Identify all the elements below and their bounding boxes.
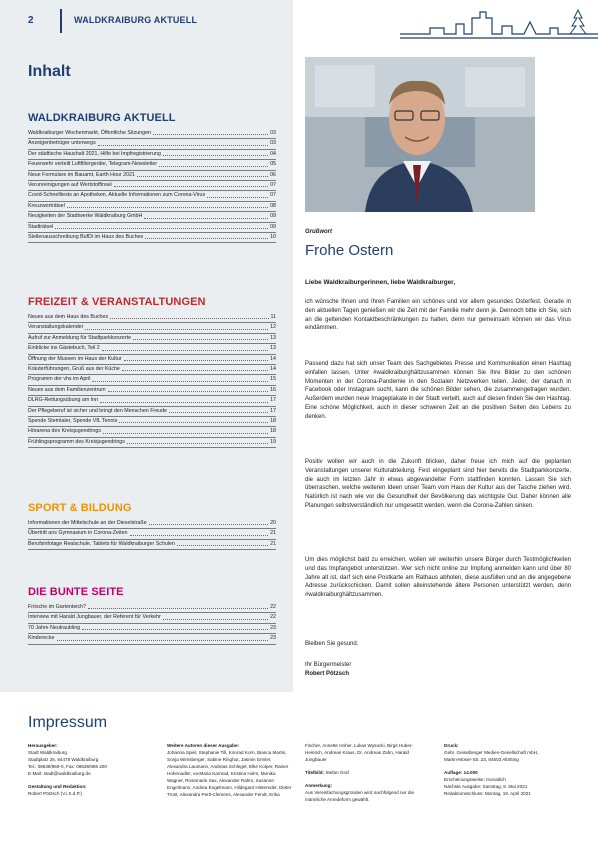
toc-divider <box>28 354 276 355</box>
toc-entry[interactable] <box>28 355 276 363</box>
toc-entry[interactable] <box>28 334 276 342</box>
impressum-authors <box>167 742 292 798</box>
toc-entry-label: Einblicke ins Gästebuch, Teil 2 <box>28 345 100 352</box>
toc-entry-label: Anzeigenbetrüger unterwegs <box>28 140 96 147</box>
toc-entry-page: 11 <box>270 314 276 320</box>
toc-divider <box>28 539 276 540</box>
toc-dot-leader <box>108 386 268 392</box>
toc-divider <box>28 364 276 365</box>
toc-entry-label: Informationen der Mittelschule an der Dieselstraße <box>28 520 147 526</box>
article-kicker: Grußwort <box>305 229 332 235</box>
toc-entry[interactable] <box>28 613 276 621</box>
toc-dot-leader <box>98 139 268 145</box>
toc-entry[interactable] <box>28 202 276 210</box>
impressum-label: Auflage: 14.000 <box>444 770 478 775</box>
toc-dot-leader <box>137 171 268 177</box>
article-paragraph: Positiv wollen wir auch in die Zukunft blicken, daher freue ich mich auf die geplanten Veranstaltungen unserer Kulturabteilung. Fest eingeplant sind hier bereits die Stadtparkkonzerte, die auch im letzten Jahr in etwas abgewandelter Form stattfinden konnten. Lassen Sie sich überraschen, welche weiteren Ideen unser Team vom Haus der Kultur aus der Tasche ziehen wird. Natürlich ist nach wie vor die Gesundheit der Bevölkerung das wichtigste Gut. Daher können alle Planungen selbstverständlich nur umgesetzt werden, wenn die Corona-Zahlen sinken. <box>305 459 571 509</box>
toc-section-heading: FREIZEIT & VERANSTALTUNGEN <box>28 296 206 308</box>
toc-entry-page: 19 <box>270 438 276 445</box>
impressum-label: Herausgeber: <box>28 743 58 748</box>
toc-entry-page: 08 <box>270 202 276 209</box>
impressum-text: Fischer, Annette Hoher, Lukas Wysocki, Birgit Huber-Heinrich, Andreas Kraus, Dr. Andreas Zahn, Harald Jungbauer <box>305 743 413 762</box>
toc-entry-page: 03 <box>270 140 276 147</box>
toc-entry-page: 22 <box>270 604 276 610</box>
toc-dot-leader <box>119 417 268 423</box>
toc-dot-leader <box>100 396 268 402</box>
toc-entry-label: Neue Formulare im Bauamt, Earth Hour 2021 <box>28 171 135 178</box>
header-divider <box>60 9 62 33</box>
toc-entry-label: Frühlingsprogramm des Kreisjugendrings <box>28 438 125 445</box>
toc-entry-page: 13 <box>270 345 276 352</box>
portrait-image <box>305 57 535 212</box>
toc-dot-leader <box>88 603 268 609</box>
toc-entry-label: Interview mit Harald Jungbauer, der Referent für Verkehr <box>28 614 161 621</box>
toc-divider <box>28 395 276 396</box>
toc-section-heading: WALDKRAIBURG AKTUELL <box>28 112 176 124</box>
impressum-credits <box>305 742 430 803</box>
toc-entry[interactable] <box>28 139 276 147</box>
toc-entry[interactable] <box>28 160 276 168</box>
toc-divider <box>28 232 276 233</box>
toc-dot-leader <box>124 355 269 361</box>
toc-entry-label: Aufruf zur Anmeldung für Stadtparkkonzerte <box>28 334 132 341</box>
signature-role: Ihr Bürgermeister <box>305 662 352 668</box>
toc-entry-page: 15 <box>270 376 276 383</box>
toc-divider <box>28 222 276 223</box>
impressum-text: Johanna Spiel, Stephanie Till, Konrad Korn, Bianca Martin, Sonja Wimsberger, Sabine Ringhut, Jasmin Ermler, Alexandra Laumann, Andreas Schlegel, Elke Kolper, Rainer Hohenadler, va-Maria Kamrad, Kristina Holm, Monika Wagner, Rosemarie Sax, Alexander Rahm, Susanne Engelmann, Andrea Engelmann, Hildegard Hintereder, Dieter Trost, Alexandra Pertl-Clemens, Alexander Fendt, Erika <box>167 750 292 797</box>
impressum-line: E-Mail: stadt@waldkraiburg.de <box>28 771 91 776</box>
toc-dot-leader <box>92 375 268 381</box>
toc-divider <box>28 149 276 150</box>
toc-title: Inhalt <box>28 63 71 80</box>
toc-divider <box>28 644 276 645</box>
impressum-title: Impressum <box>28 714 108 731</box>
toc-entry-page: 21 <box>270 540 276 547</box>
toc-entry[interactable] <box>28 181 276 189</box>
toc-dot-leader <box>177 540 268 546</box>
toc-entry-label: Der städtische Haushalt 2021, Hilfe bei Impfregistrierung <box>28 150 161 157</box>
toc-dot-leader <box>163 613 268 619</box>
toc-entry-page: 18 <box>270 418 276 425</box>
toc-dot-leader <box>163 150 268 156</box>
toc-entry-label: Kräuterführungen, Gruß aus der Küche <box>28 366 120 373</box>
toc-divider <box>28 406 276 407</box>
toc-section <box>28 586 276 645</box>
toc-dot-leader <box>110 313 268 319</box>
toc-entry-label: 70 Jahre Neutraubling <box>28 624 81 631</box>
toc-entry-page: 20 <box>270 520 276 526</box>
toc-entry-label: Der Pflegeberuf ist sicher und bringt den Menschen Freude <box>28 407 167 414</box>
page-header <box>0 0 598 42</box>
toc-dot-leader <box>145 233 268 239</box>
toc-dot-leader <box>130 529 269 535</box>
toc-entry[interactable] <box>28 624 276 632</box>
signature-name: Robert Pötzsch <box>305 671 350 677</box>
toc-entry-label: Verunreinigungen auf Wertstoffinsel <box>28 182 112 189</box>
toc-entry-label: Feuerwehr verteilt Luftfiltergeräte, Telegram-Newsletter <box>28 161 158 168</box>
toc-entry-page: 04 <box>270 150 276 157</box>
toc-entry[interactable] <box>28 427 276 435</box>
toc-entry-page: 18 <box>270 428 276 435</box>
toc-entry[interactable] <box>28 540 276 548</box>
toc-section <box>28 112 276 243</box>
toc-entry-label: Neues aus dem Familienzentrum <box>28 386 106 393</box>
impressum-publisher <box>28 742 153 797</box>
toc-dot-leader <box>82 624 268 630</box>
toc-entry[interactable] <box>28 603 276 611</box>
toc-entry[interactable] <box>28 407 276 415</box>
impressum-line: Martin-Moser-Str. 23, 84503 Altötting <box>444 757 519 762</box>
toc-entry-label: Neues aus dem Haus des Buches <box>28 314 109 320</box>
toc-section-heading: DIE BUNTE SEITE <box>28 586 124 598</box>
toc-divider <box>28 437 276 438</box>
toc-entry[interactable] <box>28 129 276 137</box>
toc-divider <box>28 333 276 334</box>
toc-entry[interactable] <box>28 365 276 373</box>
toc-dot-leader <box>103 427 268 433</box>
toc-entry[interactable] <box>28 386 276 394</box>
toc-entry-label: Frösche im Gartenteich? <box>28 604 86 610</box>
impressum-line: Stadt Waldkraiburg <box>28 750 67 755</box>
toc-entry[interactable] <box>28 191 276 199</box>
impressum-line: Nächste Ausgabe: Samstag, 8. Mai 2021 <box>444 784 528 789</box>
toc-entry[interactable] <box>28 212 276 220</box>
toc-dot-leader <box>149 519 268 525</box>
toc-entry[interactable] <box>28 438 276 446</box>
city-skyline-icon <box>400 4 598 44</box>
toc-dot-leader <box>159 160 268 166</box>
toc-entry-page: 07 <box>270 192 276 199</box>
article-paragraph: ich wünsche Ihnen und Ihren Familien ein schönes und vor allem gesundes Osterfest. Gerade in den aktuellen Tagen genießen wir die Zeit mit der Familie mehr denn je. Dennoch bitte ich Sie, sich an die geltenden Kontaktbeschränkungen zu halten, denn nur gemeinsam können wir das Virus eindämmen. <box>305 299 571 332</box>
toc-entry-page: 12 <box>270 324 276 331</box>
toc-divider <box>28 201 276 202</box>
article-closing: Bleiben Sie gesund. <box>305 641 359 647</box>
toc-divider <box>28 416 276 417</box>
article-headline: Frohe Ostern <box>305 242 394 259</box>
toc-divider <box>28 211 276 212</box>
toc-entry-page: 22 <box>270 614 276 621</box>
toc-entry-label: Veranstaltungskalender <box>28 324 84 331</box>
impressum-line: Erscheinungsweise: monatlich <box>444 777 506 782</box>
toc-entry-label: Spende Stemtaler, Spende VfL Tennis <box>28 418 118 425</box>
impressum-label: Titelbild: <box>305 770 325 775</box>
toc-entry-page: 13 <box>270 334 276 341</box>
toc-entry-page: 14 <box>270 366 276 373</box>
toc-entry-label: Programm der vhs im April <box>28 376 91 383</box>
toc-entry[interactable] <box>28 529 276 537</box>
toc-entry[interactable] <box>28 323 276 331</box>
toc-entry-page: 21 <box>270 530 276 537</box>
toc-divider <box>28 138 276 139</box>
article-paragraph: Um dies möglichst bald zu erreichen, wollen wir weiterhin unsere Bürger durch Testmöglichkeiten und das Impfangebot unterstützen. Wer sich nicht online zur Impfung anmelden kann und über 80 Jahre alt ist, darf sich eine Postkarte am Rathaus abholen, diese ausfüllen und an die angegebene Adresse zurückschicken. Damit sollen alleinstehende ältere Personen unterstützt werden, denn #waldkraiburghältzusammen. <box>305 557 571 599</box>
toc-entry[interactable] <box>28 150 276 158</box>
toc-dot-leader <box>114 181 268 187</box>
toc-divider <box>28 623 276 624</box>
toc-dot-leader <box>55 223 268 229</box>
toc-dot-leader <box>102 344 268 350</box>
toc-entry-label: Hörarena des Kreisjugendrings <box>28 428 102 435</box>
toc-divider <box>28 612 276 613</box>
toc-entry-label: DLRG-Rettungsübung am Inn <box>28 397 99 404</box>
toc-divider <box>28 180 276 181</box>
toc-divider <box>28 159 276 160</box>
toc-entry[interactable] <box>28 223 276 231</box>
toc-entry-label: Kreuzworträtsel <box>28 202 65 209</box>
impressum-label: Weitere Autoren dieser Ausgabe: <box>167 743 240 748</box>
toc-dot-leader <box>207 191 268 197</box>
toc-entry-page: 16 <box>270 386 276 393</box>
toc-section-heading: SPORT & BILDUNG <box>28 502 132 514</box>
impressum-line: Stefan Graf <box>325 770 349 775</box>
toc-entry-page: 05 <box>270 161 276 168</box>
toc-entry[interactable] <box>28 171 276 179</box>
toc-divider <box>28 447 276 448</box>
toc-entry-page: 17 <box>270 407 276 414</box>
article-paragraph: Passend dazu hat sich unser Team des Sachgebietes Presse und Kommunikation einen Hashtag einfallen lassen. Unter #waldkraiburghältzusammen können Sie Ihre Bilder zu den schönen Momenten in der Corona-Pandemie in den Sozialen Netzwerken teilen. Jeder, der danach in Facebook oder Instagram sucht, kann die schönen Bilder sehen, die zusammengetragen wurden. Außerdem wurden neue Imageplakate in der Stadt verteilt, auch auf diesen finden Sie den Hashtag. Eine schöne Möglichkeit, auch in dieser schweren Zeit an die positiven Seiten des Lebens zu denken. <box>305 361 571 420</box>
toc-divider <box>28 426 276 427</box>
toc-divider <box>28 322 276 323</box>
toc-entry-page: 03 <box>270 130 276 136</box>
toc-entry[interactable] <box>28 634 276 642</box>
toc-entry[interactable] <box>28 313 276 321</box>
toc-entry-page: 06 <box>270 171 276 178</box>
toc-entry-label: Stadträtsel <box>28 223 54 230</box>
toc-divider <box>28 190 276 191</box>
impressum-line: Aus Vereinfachungsgründen wird nachfolgend nur die männliche Anredeform gewählt. <box>305 790 415 802</box>
toc-dot-leader <box>153 129 268 135</box>
toc-entry-label: Öffnung der Museen im Haus der Kultur <box>28 355 122 362</box>
impressum-line: Robert Pötzsch (V.i.S.d.P.) <box>28 791 82 796</box>
toc-entry-label: Berufsinfotage Realschule, Tablets für Waldkraiburger Schulen <box>28 540 175 547</box>
toc-entry[interactable] <box>28 375 276 383</box>
toc-divider <box>28 549 276 550</box>
toc-divider <box>28 242 276 243</box>
toc-divider <box>28 528 276 529</box>
toc-entry-label: Stellenausschreibung BufDi im Haus des Buches <box>28 234 144 241</box>
impressum-line: Redaktionsschluss: Montag, 19. April 2021 <box>444 791 531 796</box>
toc-section <box>28 296 276 448</box>
toc-entry-label: Neuigkeiten der Stadtwerke Waldkraiburg GmbH <box>28 213 143 220</box>
toc-dot-leader <box>57 634 269 640</box>
toc-entry-label: Kinderecke <box>28 635 55 642</box>
toc-entry-page: 17 <box>270 397 276 404</box>
toc-entry[interactable] <box>28 396 276 404</box>
toc-entry-page: 10 <box>270 234 276 241</box>
toc-dot-leader <box>133 334 268 340</box>
impressum-line: Tel.: 08638/959-0, Fax: 08638/959 200 <box>28 764 107 769</box>
toc-divider <box>28 170 276 171</box>
header-title: WALDKRAIBURG AKTUELL <box>74 15 198 25</box>
toc-entry-page: 23 <box>270 624 276 631</box>
toc-entry-page: 23 <box>270 635 276 642</box>
impressum-label: Gestaltung und Redaktion: <box>28 784 87 789</box>
toc-dot-leader <box>144 212 268 218</box>
article-salutation: Liebe Waldkraiburgerinnen, liebe Waldkraiburger, <box>305 279 456 286</box>
toc-entry[interactable] <box>28 233 276 241</box>
impressum-label: Druck: <box>444 743 459 748</box>
impressum-label: Anmerkung: <box>305 783 333 788</box>
toc-divider <box>28 385 276 386</box>
toc-entry-page: 09 <box>270 223 276 230</box>
toc-entry-label: Covid-Schnelltests an Apotheken, Aktuelle Informationen zum Corona-Virus <box>28 192 206 199</box>
toc-entry-label: Übertritt ans Gymnasium in Corona-Zeiten <box>28 530 128 537</box>
page-number: 2 <box>28 15 34 26</box>
toc-entry-label: Waldkraiburger Wochenmarkt, Öffentliche Sitzungen <box>28 130 151 136</box>
mayor-photo <box>305 57 535 212</box>
impressum-line: Gebr. Geiselberger Medien-Gesellschaft mbH, <box>444 750 539 755</box>
toc-divider <box>28 374 276 375</box>
impressum-line: Stadtplatz 26, 84478 Waldkraiburg <box>28 757 99 762</box>
toc-dot-leader <box>67 202 268 208</box>
toc-divider <box>28 633 276 634</box>
impressum-print <box>444 742 584 797</box>
toc-dot-leader <box>127 438 268 444</box>
toc-entry-page: 09 <box>270 213 276 220</box>
toc-entry-page: 07 <box>270 182 276 189</box>
toc-dot-leader <box>122 365 268 371</box>
toc-dot-leader <box>85 323 268 329</box>
toc-entry[interactable] <box>28 519 276 527</box>
toc-section <box>28 502 276 550</box>
toc-divider <box>28 343 276 344</box>
toc-entry[interactable] <box>28 344 276 352</box>
toc-entry[interactable] <box>28 417 276 425</box>
toc-dot-leader <box>169 407 268 413</box>
toc-entry-page: 14 <box>270 355 276 362</box>
